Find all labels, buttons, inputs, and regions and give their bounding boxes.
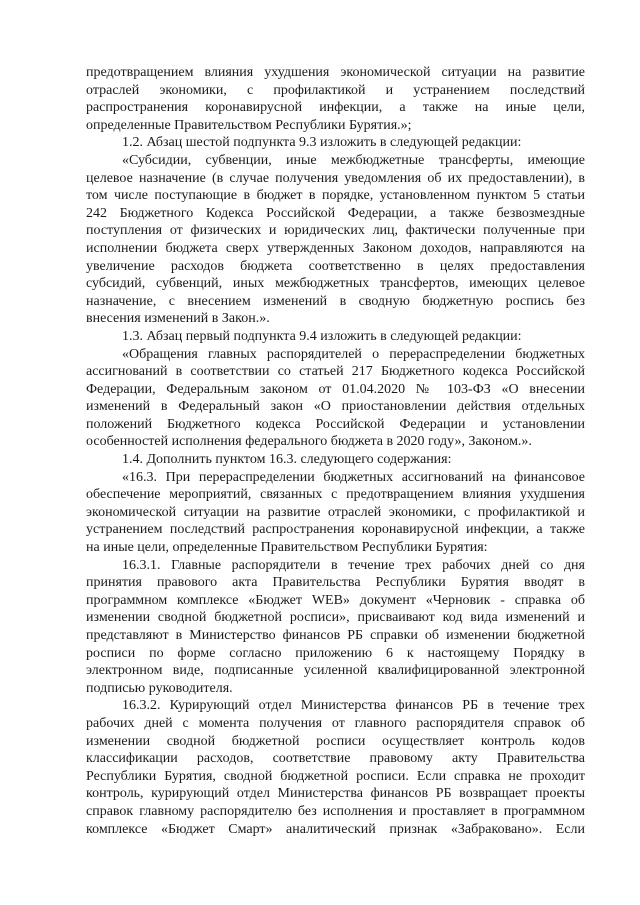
document-page xyxy=(86,64,585,838)
text-line: принятия правового акта Правительства Республики Бурятия вводят в xyxy=(86,575,585,591)
text-line: 242 Бюджетного Кодекса Российской Федерации, а также безвозмездные xyxy=(86,205,585,221)
text-line: справок главному распорядителю без исполнения и проставляет в программном xyxy=(86,803,585,819)
text-line: обеспечение мероприятий, связанных с предотвращением влияния ухудшения xyxy=(86,487,585,503)
text-line: классификации расходов, соответствие правовому акту Правительства xyxy=(86,751,585,767)
text-line: Федерации, Федеральным законом от 01.04.2020 № 103-ФЗ «О внесении xyxy=(86,381,585,397)
text-line: исполнении бюджета сверх утвержденных Законом доходов, направляются на xyxy=(86,240,585,256)
text-line: 16.3.2. Курирующий отдел Министерства финансов РБ в течение трех xyxy=(122,698,585,714)
text-line: ассигнований в соответствии со статьей 217 Бюджетного кодекса Российской xyxy=(86,364,585,380)
text-line: программном комплексе «Бюджет WEB» документ «Черновик - справка об xyxy=(86,592,585,608)
text-line: представляют в Министерство финансов РБ справки об изменении бюджетной xyxy=(86,628,585,643)
text-line: электронном виде, подписанные усиленной квалифицированной электронной xyxy=(86,663,585,679)
text-line: изменений в Федеральный закон «О приостановлении действия отдельных xyxy=(86,399,585,415)
text-line: положений Бюджетного кодекса Российской Федерации и установлении xyxy=(86,416,585,432)
text-line: изменении сводной бюджетной росписи», присваивают код вида изменений и xyxy=(86,610,585,626)
text-line: экономической ситуации на развитие отраслей экономики, с профилактикой и xyxy=(86,504,585,520)
text-line: изменении сводной бюджетной росписи осуществляет контроль кодов xyxy=(86,733,585,749)
text-line: 16.3.1. Главные распорядители в течение трех рабочих дней со дня xyxy=(122,557,585,573)
text-line: определенные Правительством Республики Бурятия.»; xyxy=(86,117,412,133)
text-line: на иные цели, определенные Правительством Республики Бурятия: xyxy=(86,540,488,556)
text-line: «16.3. При перераспределении бюджетных ассигнований на финансовое xyxy=(122,469,585,485)
paragraph-heading: 1.4. Дополнить пунктом 16.3. следующего содержания: xyxy=(122,452,452,468)
text-line: целевое назначение (в случае получения уведомления об их предоставлении), в xyxy=(86,170,585,186)
text-line: «Субсидии, субвенции, иные межбюджетные трансферты, имеющие xyxy=(122,152,585,168)
text-line: назначение, с внесением изменений в сводную бюджетную роспись без xyxy=(86,293,585,309)
text-line: росписи по форме согласно приложению 6 к настоящему Порядку в xyxy=(86,645,585,661)
text-line: том числе поступающие в бюджет в порядке, установленном пунктом 5 статьи xyxy=(86,188,585,204)
text-line: увеличение расходов бюджета соответственно в целях предоставления xyxy=(86,258,585,274)
paragraph-heading: 1.2. Абзац шестой подпункта 9.3 изложить в следующей редакции: xyxy=(122,135,522,151)
text-line: контроль, курирующий отдел Министерства финансов РБ возвращает проекты xyxy=(86,786,585,802)
text-line: комплексе «Бюджет Смарт» аналитический признак «Забраковано». Если xyxy=(86,821,585,837)
text-line: подписью руководителя. xyxy=(86,680,233,696)
text-line: предотвращением влияния ухудшения экономической ситуации на развитие xyxy=(86,65,585,80)
text-line: отраслей экономики, с профилактикой и устранением последствий xyxy=(86,82,585,98)
paragraph-heading: 1.3. Абзац первый подпункта 9.4 изложить в следующей редакции: xyxy=(122,328,522,344)
text-line: рабочих дней с момента получения от главного распорядителя справок об xyxy=(86,715,585,731)
text-line: субсидий, субвенций, иных межбюджетных трансфертов, имеющих целевое xyxy=(86,276,585,292)
text-line: внесения изменений в Закон.». xyxy=(86,311,270,327)
text-line: распространения коронавирусной инфекции, а также на иные цели, xyxy=(86,100,585,116)
text-line: Республики Бурятия, сводной бюджетной росписи. Если справка не проходит xyxy=(86,768,585,784)
text-line: «Обращения главных распорядителей о перераспределении бюджетных xyxy=(122,346,585,362)
text-line: устранением последствий распространения коронавирусной инфекции, а также xyxy=(86,522,585,538)
text-line: поступления от физических и юридических лиц, фактически полученные при xyxy=(86,223,585,239)
text-line: особенностей исполнения федерального бюджета в 2020 году», Законом.». xyxy=(86,434,532,450)
